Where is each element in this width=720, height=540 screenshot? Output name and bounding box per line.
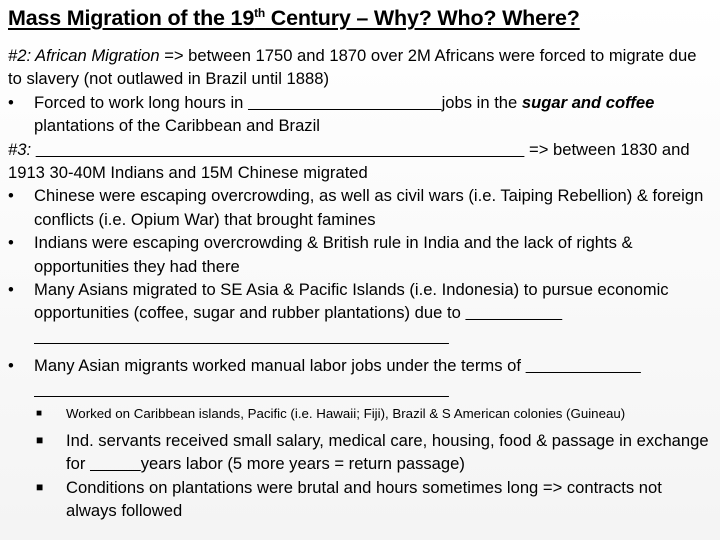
bullet-text: Many Asian migrants worked manual labor jobs under the terms of	[34, 356, 526, 376]
sub-bullet-text: Ind. servants received small salary, medical care, housing, food & passage in exchange for	[66, 430, 709, 474]
fill-in-blank[interactable]	[465, 303, 562, 322]
bullet-indians	[8, 231, 714, 278]
bullet-chinese	[8, 184, 714, 231]
bullet-dot: •	[8, 92, 14, 112]
emphasis-text: sugar and coffee	[521, 92, 655, 112]
sub-bullet-text: Worked on Caribbean islands, Pacific (i.e. Hawaii; Fiji), Brazil & S American colonies (Guineau)	[66, 406, 626, 422]
page-title	[8, 6, 714, 31]
sub-bullet-text: years labor (5 more years = return passage)	[140, 454, 465, 474]
bullet-dot: •	[8, 233, 14, 253]
slide-body	[8, 44, 714, 523]
bullet-text: plantations of the Caribbean and Brazil	[34, 116, 320, 136]
bullet-dot: •	[8, 356, 14, 376]
bullet-forced-labor	[8, 91, 714, 138]
bullet-text: Forced to work long hours in	[34, 92, 248, 112]
bullet-text: jobs in the	[441, 92, 522, 112]
fill-in-blank[interactable]	[248, 93, 442, 112]
bullet-text: Indians were escaping overcrowding & British rule in India and the lack of rights & opportunities they had there	[34, 233, 633, 276]
bullet-asians-se-asia	[8, 278, 714, 348]
section-3-label: #3:	[8, 139, 36, 159]
bullet-text: Chinese were escaping overcrowding, as well as civil wars (i.e. Taiping Rebellion) & foreign conflicts (i.e. Opium War) that brought famines	[34, 186, 704, 229]
sub-bullet-indentured-servants	[8, 429, 714, 476]
bullet-dot: •	[8, 186, 14, 206]
fill-in-blank[interactable]	[526, 356, 641, 375]
fill-in-blank[interactable]	[34, 380, 449, 399]
section-2-label: #2: African Migration	[8, 46, 160, 65]
fill-in-blank[interactable]	[34, 327, 449, 346]
sub-bullet-text: Conditions on plantations were brutal and hours sometimes long => contracts not always followed	[66, 477, 662, 521]
section-african-migration	[8, 44, 714, 91]
bullet-dot: •	[8, 280, 14, 300]
square-bullet-icon: ■	[36, 408, 43, 420]
title-main: Mass Migration of the 19	[8, 6, 255, 31]
bullet-manual-labor	[8, 354, 714, 401]
title-rest: Century – Why? Who? Where?	[265, 6, 580, 31]
sub-bullet-conditions	[8, 476, 714, 523]
sub-bullet-locations	[8, 405, 714, 423]
square-bullet-icon: ■	[36, 479, 44, 494]
section-2-text: => between 1750 and 1870 over 2M Africans were forced to migrate due to slavery (not outlawed in Brazil until 1888)	[8, 46, 697, 89]
fill-in-blank[interactable]	[90, 454, 141, 473]
title-superscript: th	[254, 6, 266, 20]
bullet-text: Many Asians migrated to SE Asia & Pacific Islands (i.e. Indonesia) to pursue economic opportunities (coffee, sugar and rubber plantations) due to	[34, 280, 669, 323]
section-3-text: => between 1830 and 1913 30-40M Indians and 15M Chinese migrated	[8, 139, 690, 183]
fill-in-blank[interactable]	[36, 140, 525, 159]
square-bullet-icon: ■	[36, 432, 44, 447]
section-asian-migration	[8, 138, 714, 185]
